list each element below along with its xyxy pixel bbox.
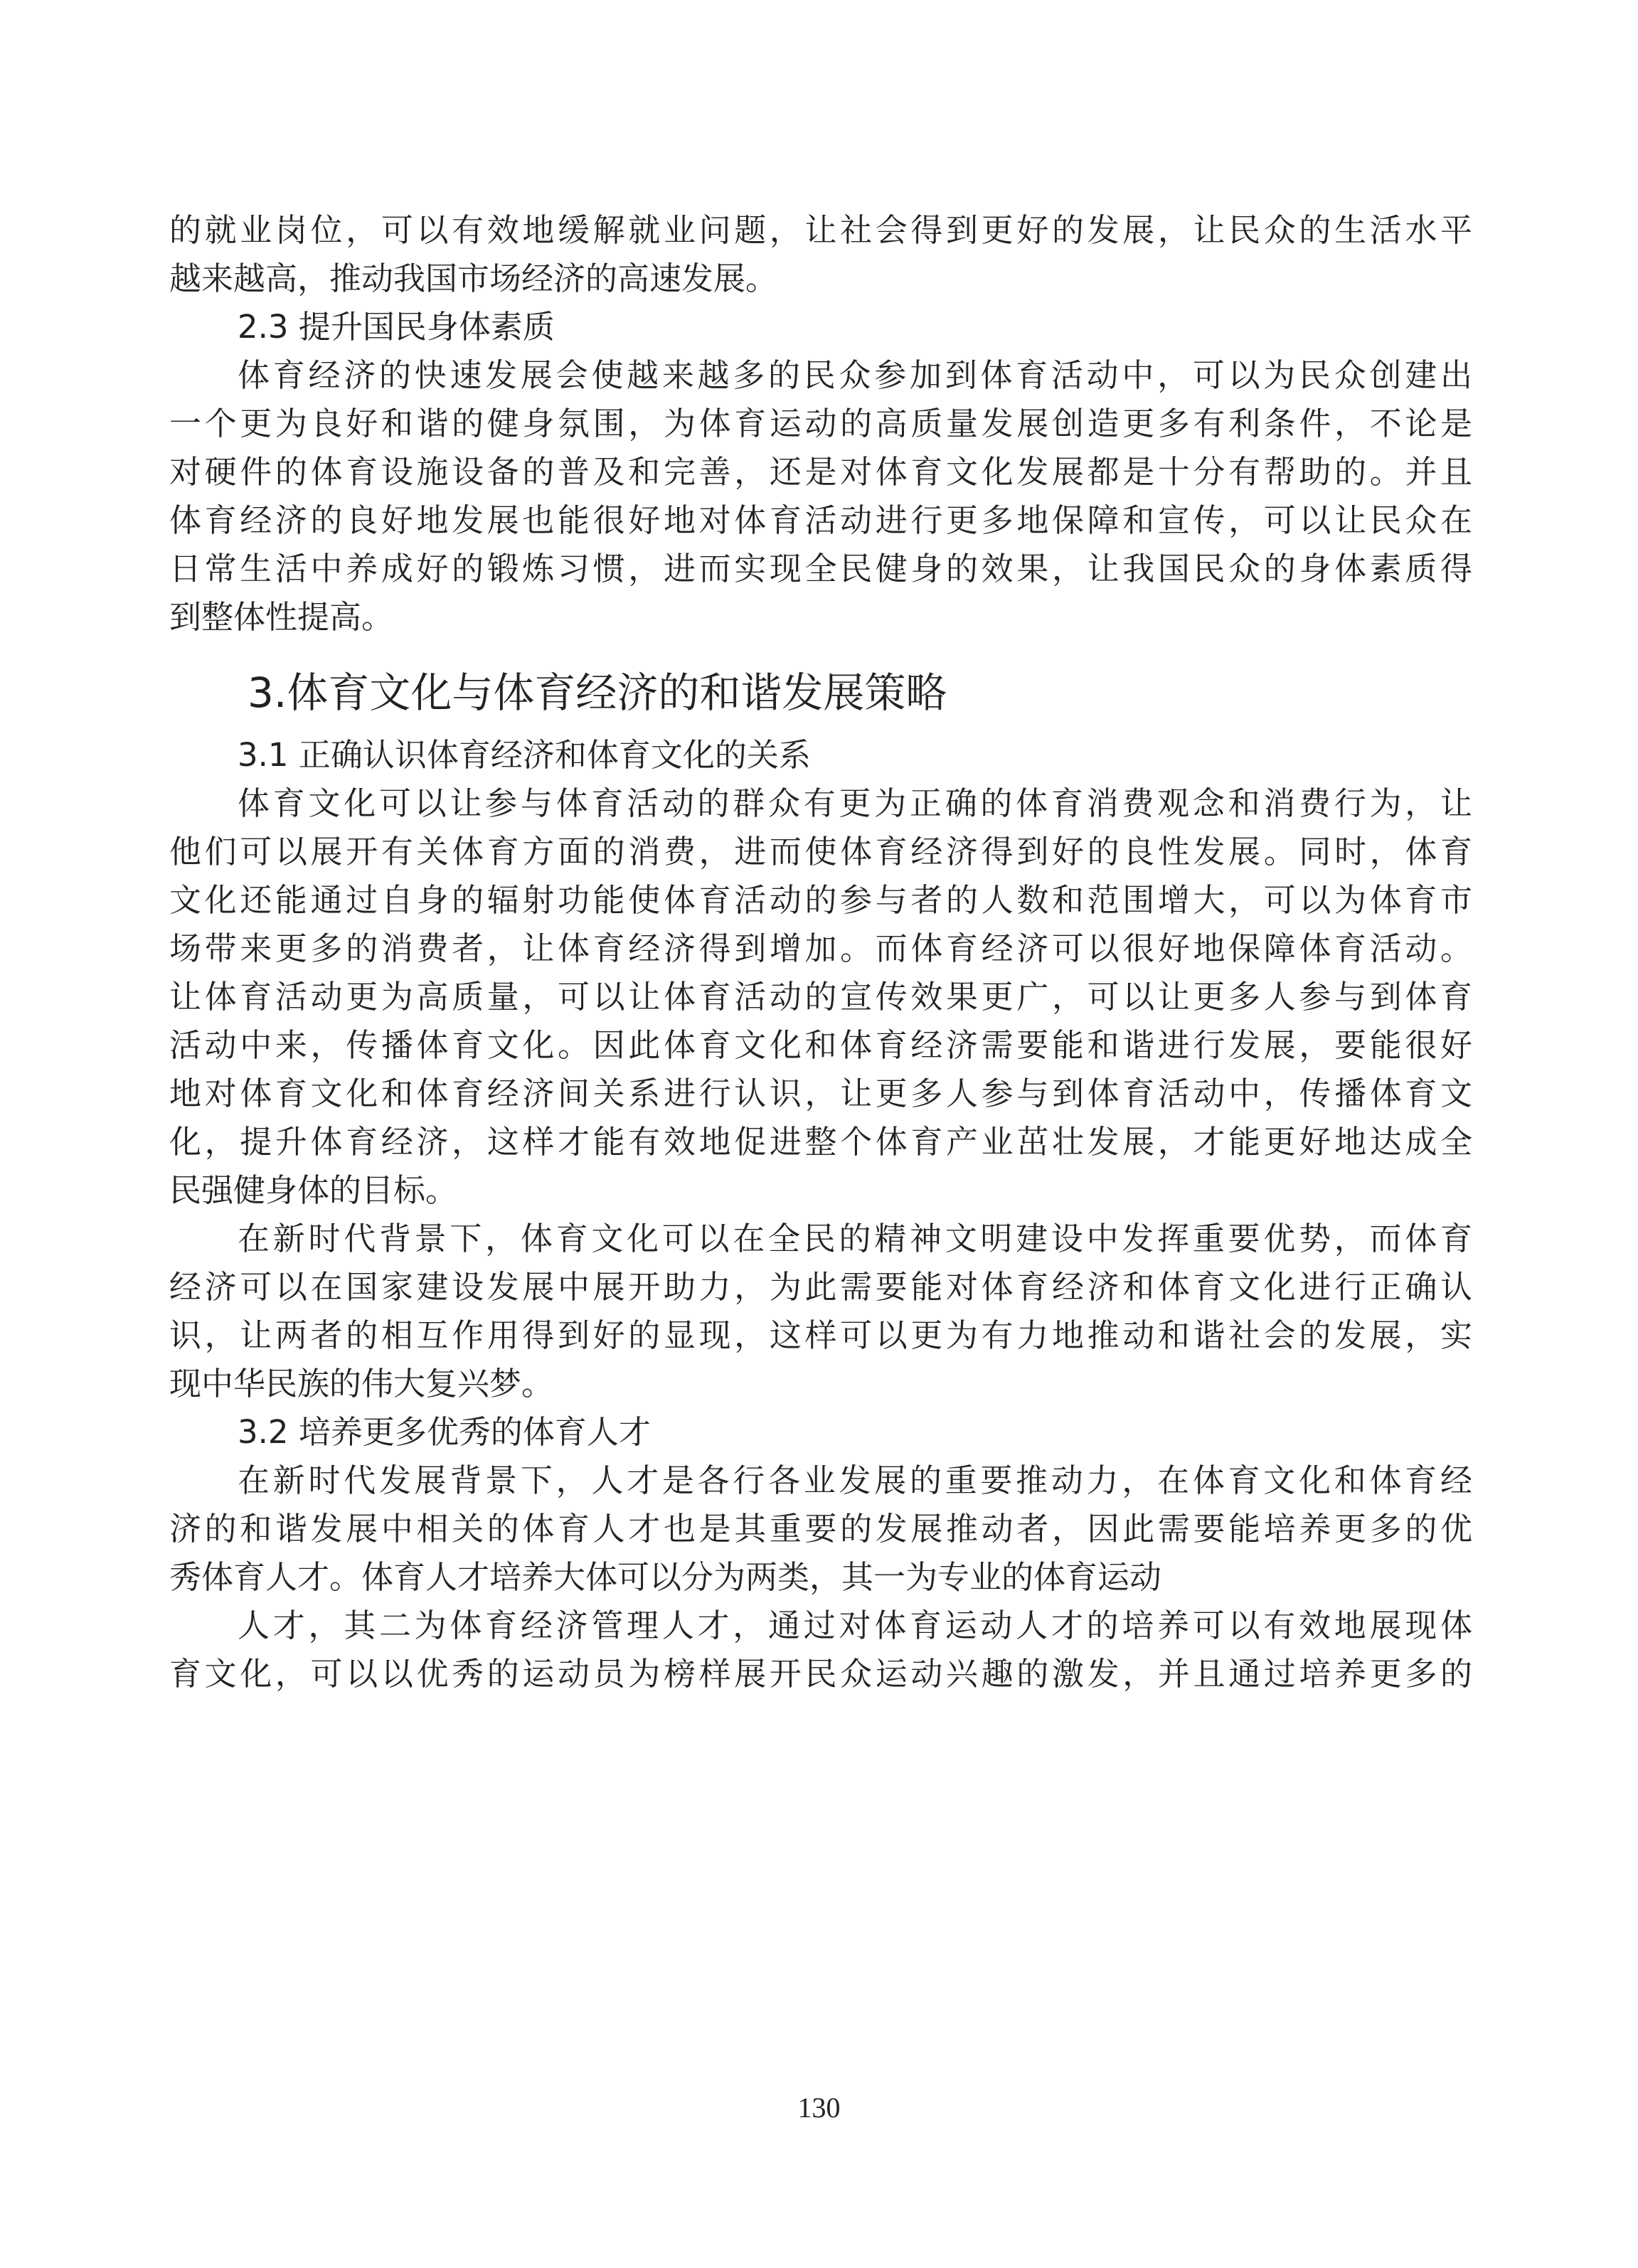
section-heading-3-2: 3.2 培养更多优秀的体育人才 [238, 1413, 651, 1451]
text-line: 秀体育人才。体育人才培养大体可以分为两类，其一为专业的体育运动 [169, 1558, 1162, 1596]
chapter-heading-3: 3.体育文化与体育经济的和谐发展策略 [248, 669, 947, 717]
paragraph [169, 351, 1472, 641]
text-line: 让体育活动更为高质量，可以让体育活动的宣传效果更广，可以让更多人参与到体育 [169, 978, 1472, 1016]
text-line: 日常生活中养成好的锻炼习惯，进而实现全民健身的效果，让我国民众的身体素质得 [169, 550, 1472, 587]
text-line: 文化还能通过自身的辐射功能使体育活动的参与者的人数和范围增大，可以为体育市 [169, 881, 1472, 919]
text-line: 地对体育文化和体育经济间关系进行认识，让更多人参与到体育活动中，传播体育文 [169, 1075, 1472, 1112]
text-line: 的就业岗位，可以有效地缓解就业问题，让社会得到更好的发展，让民众的生活水平 [169, 211, 1472, 249]
text-line: 济的和谐发展中相关的体育人才也是其重要的发展推动者，因此需要能培养更多的优 [169, 1510, 1472, 1548]
paragraph [169, 1457, 1472, 1602]
text-line: 识，让两者的相互作用得到好的显现，这样可以更为有力地推动和谐社会的发展，实 [169, 1316, 1472, 1354]
text-line: 体育经济的良好地发展也能很好地对体育活动进行更多地保障和宣传，可以让民众在 [169, 501, 1472, 539]
text-line: 民强健身体的目标。 [169, 1171, 458, 1209]
document-body [169, 206, 1472, 1698]
text-line: 体育文化可以让参与体育活动的群众有更为正确的体育消费观念和消费行为，让 [238, 784, 1472, 822]
text-line: 人才，其二为体育经济管理人才，通过对体育运动人才的培养可以有效地展现体 [238, 1607, 1472, 1644]
page-number: 130 [797, 2092, 841, 2124]
text-line: 育文化，可以以优秀的运动员为榜样展开民众运动兴趣的激发，并且通过培养更多的 [169, 1655, 1472, 1693]
section-heading-2-3: 2.3 提升国民身体素质 [238, 308, 555, 346]
text-line: 活动中来，传播体育文化。因此体育文化和体育经济需要能和谐进行发展，要能很好 [169, 1026, 1472, 1064]
text-line: 体育经济的快速发展会使越来越多的民众参加到体育活动中，可以为民众创建出 [238, 356, 1472, 394]
text-line: 场带来更多的消费者，让体育经济得到增加。而体育经济可以很好地保障体育活动。 [169, 930, 1472, 967]
paragraph [169, 779, 1472, 1215]
text-line: 越来越高，推动我国市场经济的高速发展。 [169, 260, 778, 297]
text-line: 现中华民族的伟大复兴梦。 [169, 1365, 554, 1402]
text-line: 他们可以展开有关体育方面的消费，进而使体育经济得到好的良性发展。同时，体育 [169, 833, 1472, 871]
text-line: 经济可以在国家建设发展中展开助力，为此需要能对体育经济和体育文化进行正确认 [169, 1268, 1472, 1306]
text-line: 对硬件的体育设施设备的普及和完善，还是对体育文化发展都是十分有帮助的。并且 [169, 453, 1472, 491]
paragraph-continuation [169, 206, 1472, 303]
text-line: 在新时代背景下，体育文化可以在全民的精神文明建设中发挥重要优势，而体育 [238, 1220, 1472, 1257]
paragraph [169, 1215, 1472, 1408]
section-heading-3-1: 3.1 正确认识体育经济和体育文化的关系 [238, 736, 811, 774]
paragraph [169, 1602, 1472, 1698]
text-line: 在新时代发展背景下，人才是各行各业发展的重要推动力，在体育文化和体育经 [238, 1462, 1472, 1499]
text-line: 化，提升体育经济，这样才能有效地促进整个体育产业茁壮发展，才能更好地达成全 [169, 1123, 1472, 1161]
text-line: 到整体性提高。 [169, 598, 394, 636]
text-line: 一个更为良好和谐的健身氛围，为体育运动的高质量发展创造更多有利条件，不论是 [169, 405, 1472, 442]
